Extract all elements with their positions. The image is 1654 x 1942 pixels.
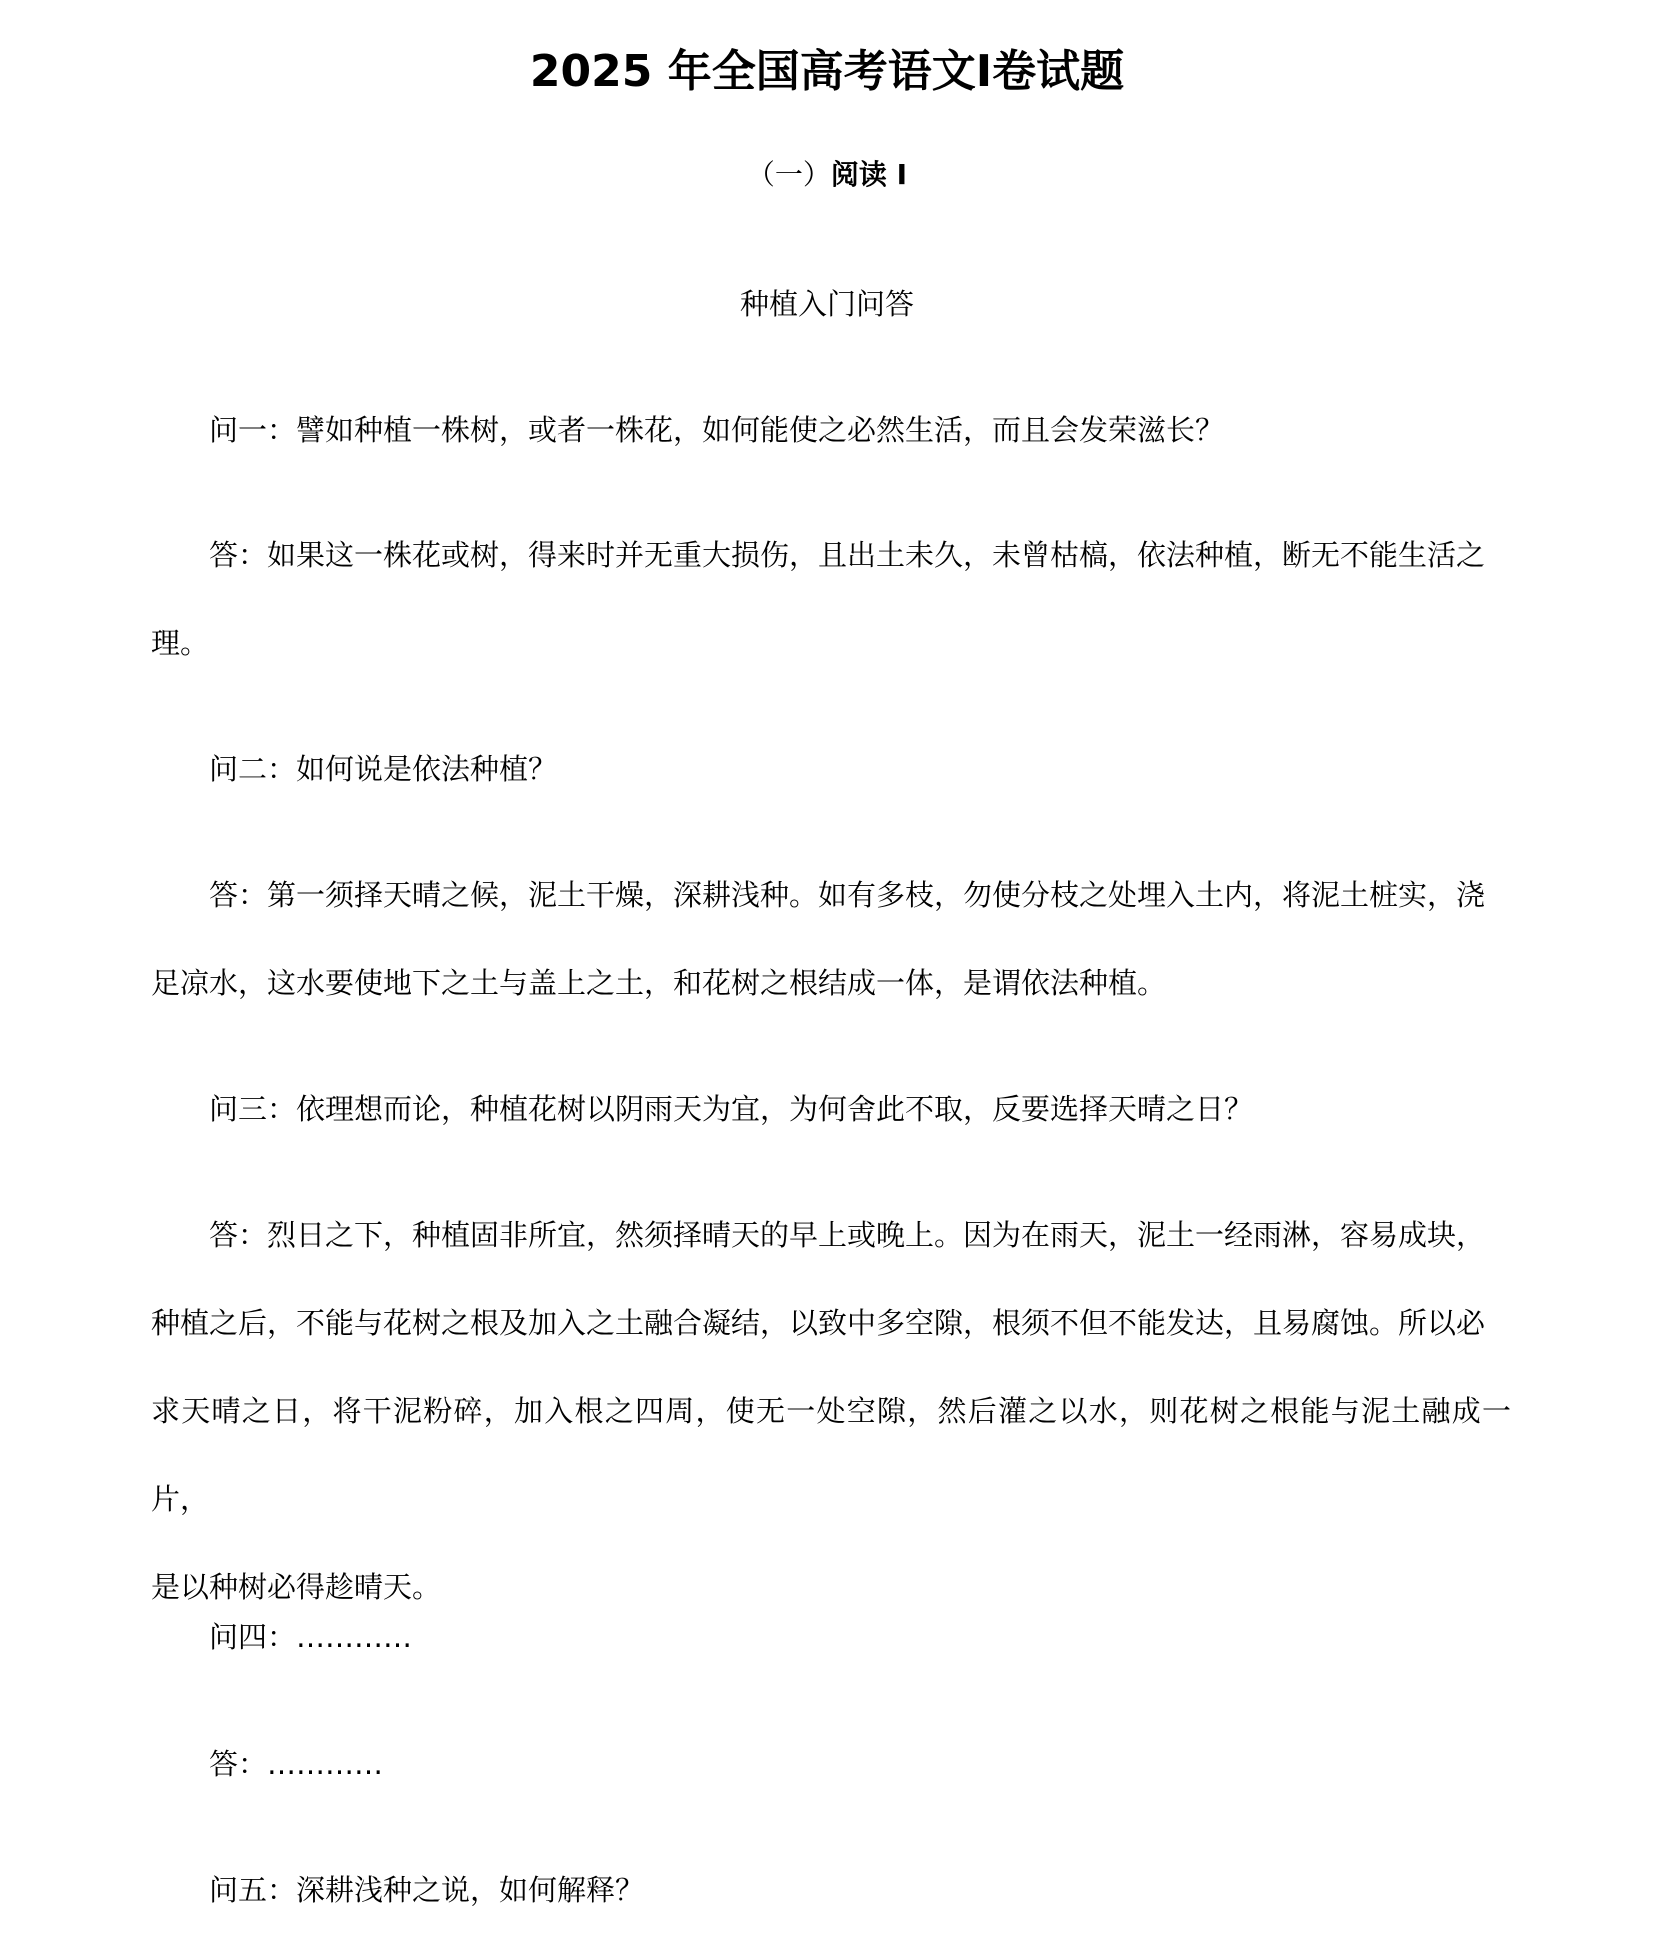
document-title: 2025 年全国高考语文Ⅰ卷试题: [529, 46, 1125, 97]
paragraph-line: 答：如果这一株花或树，得来时并无重大损伤，且出土未久，未曾枯槁，依法种植，断无不能生活之: [209, 538, 1486, 572]
paragraph-line: 问一：譬如种植一株树，或者一株花，如何能使之必然生活，而且会发荣滋长？: [209, 413, 1225, 447]
paragraph-answer-3: [151, 1191, 1511, 1631]
section-label: 阅读 I: [830, 158, 908, 191]
paragraph-line: 问三：依理想而论，种植花树以阴雨天为宜，为何舍此不取，反要选择天晴之日？: [209, 1092, 1254, 1126]
paragraph-line: 答：烈日之下，种植固非所宜，然须择晴天的早上或晚上。因为在雨天，泥土一经雨淋，容易成块，: [209, 1218, 1486, 1252]
section-heading: [0, 155, 1654, 195]
paragraph-question-2: [151, 725, 1511, 813]
paragraph-line: 种植之后，不能与花树之根及加入之土融合凝结，以致中多空隙，根须不但不能发达，且易腐蚀。所以必: [151, 1306, 1486, 1340]
paragraph-line: 求天晴之日，将干泥粉碎，加入根之四周，使无一处空隙，然后灌之以水，则花树之根能与泥土融成一片，: [151, 1394, 1511, 1516]
article-title: 种植入门问答: [739, 287, 914, 321]
paragraph-answer-4: [151, 1720, 1511, 1808]
paragraph-answer-2: [151, 851, 1511, 1027]
paragraph-line: 问二：如何说是依法种植？: [209, 752, 558, 786]
paragraph-line: 答：…………: [209, 1747, 384, 1781]
paragraph-line: 问四：…………: [209, 1620, 413, 1654]
paragraph-question-3: [151, 1065, 1511, 1153]
paragraph-line: 问五：深耕浅种之说，如何解释？: [209, 1873, 645, 1907]
paragraph-question-5: [151, 1846, 1511, 1934]
section-number: （一）: [746, 158, 831, 191]
paragraph-answer-1: [151, 511, 1511, 687]
paragraph-line: 答：第一须择天晴之候，泥土干燥，深耕浅种。如有多枝，勿使分枝之处埋入土内，将泥土桩实，浇: [209, 878, 1486, 912]
paragraph-line: 足凉水，这水要使地下之土与盖上之土，和花树之根结成一体，是谓依法种植。: [151, 966, 1167, 1000]
paragraph-question-1: [151, 386, 1511, 474]
paragraph-line: 理。: [151, 626, 210, 660]
paragraph-question-4: [151, 1593, 1511, 1681]
paragraph-line: 是以种树必得趁晴天。: [151, 1570, 442, 1604]
